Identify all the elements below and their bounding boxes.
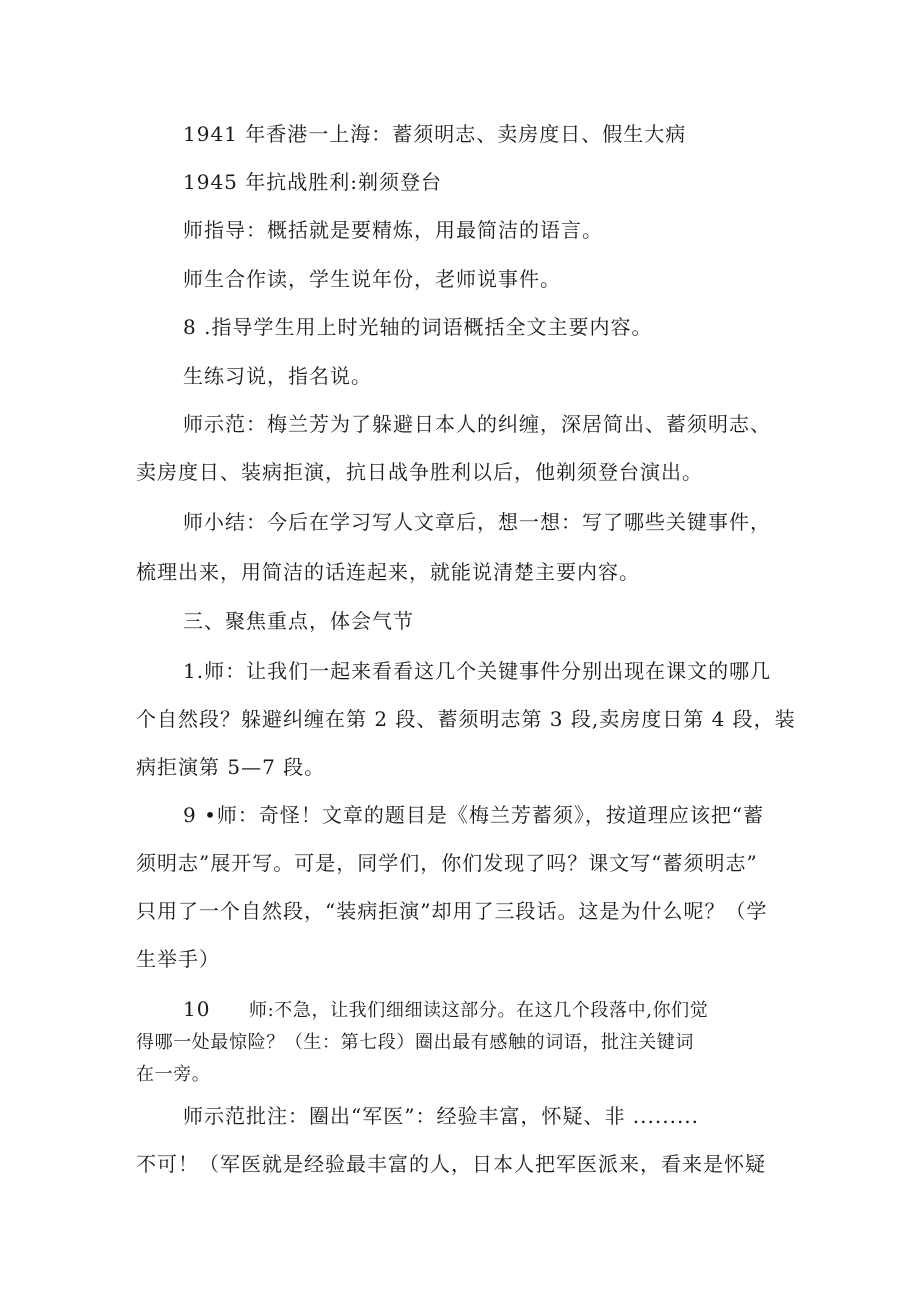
text-line: 生举手） (136, 947, 220, 971)
text-line: 1945 年抗战胜利:剃须登台 (183, 170, 442, 194)
paragraph-number: 10 (183, 997, 211, 1021)
text-line: 师小结：今后在学习写人文章后，想一想：写了哪些关键事件， (183, 510, 771, 534)
text-line: 师示范批注：圈出“军医”：经验丰富，怀疑、非 ......... (183, 1104, 700, 1128)
text-line: 生练习说，指名说。 (183, 364, 372, 388)
text-line: 只用了一个自然段，“装病拒演”却用了三段话。这是为什么呢？（学 (136, 899, 768, 923)
text-line: 师示范：梅兰芳为了躲避日本人的纠缠，深居简出、蓄须明志、 (183, 412, 771, 436)
text-line: 1.师：让我们一起来看看这几个关键事件分别出现在课文的哪几 (183, 659, 772, 683)
text-line: 个自然段？躲避纠缠在第 2 段、蓄须明志第 3 段,卖房度日第 4 段，装 (136, 707, 796, 731)
text-line: 师:不急，让我们细细读这部分。在这几个段落中,你们觉 (249, 1000, 709, 1021)
text-line: 8 .指导学生用上时光轴的词语概括全文主要内容。 (183, 315, 653, 339)
text-line: 1941 年香港一上海：蓄须明志、卖房度日、假生大病 (183, 122, 687, 146)
section-heading: 三、聚焦重点，体会气节 (183, 609, 414, 633)
text-line: 师生合作读，学生说年份，老师说事件。 (183, 267, 561, 291)
text-line: 梳理出来，用简洁的话连起来，就能说清楚主要内容。 (136, 560, 640, 584)
text-line: 得哪一处最惊险？（生：第七段）圈出最有感触的词语，批注关键词 (136, 1032, 694, 1053)
text-line: 在一旁。 (136, 1064, 211, 1085)
text-line: 病拒演第 5—7 段。 (136, 755, 326, 779)
text-line: 师指导：概括就是要精炼，用最简洁的语言。 (183, 218, 603, 242)
text-line: 9 •师：奇怪！文章的题目是《梅兰芳蓄须》，按道理应该把“蓄 (183, 803, 765, 827)
text-line: 不可！（军医就是经验最丰富的人，日本人把军医派来，看来是怀疑 (136, 1152, 766, 1176)
text-line: 须明志”展开写。可是，同学们，你们发现了吗？课文写“蓄须明志” (136, 851, 758, 875)
text-line: 卖房度日、装病拒演，抗日战争胜利以后，他剃须登台演出。 (136, 460, 703, 484)
